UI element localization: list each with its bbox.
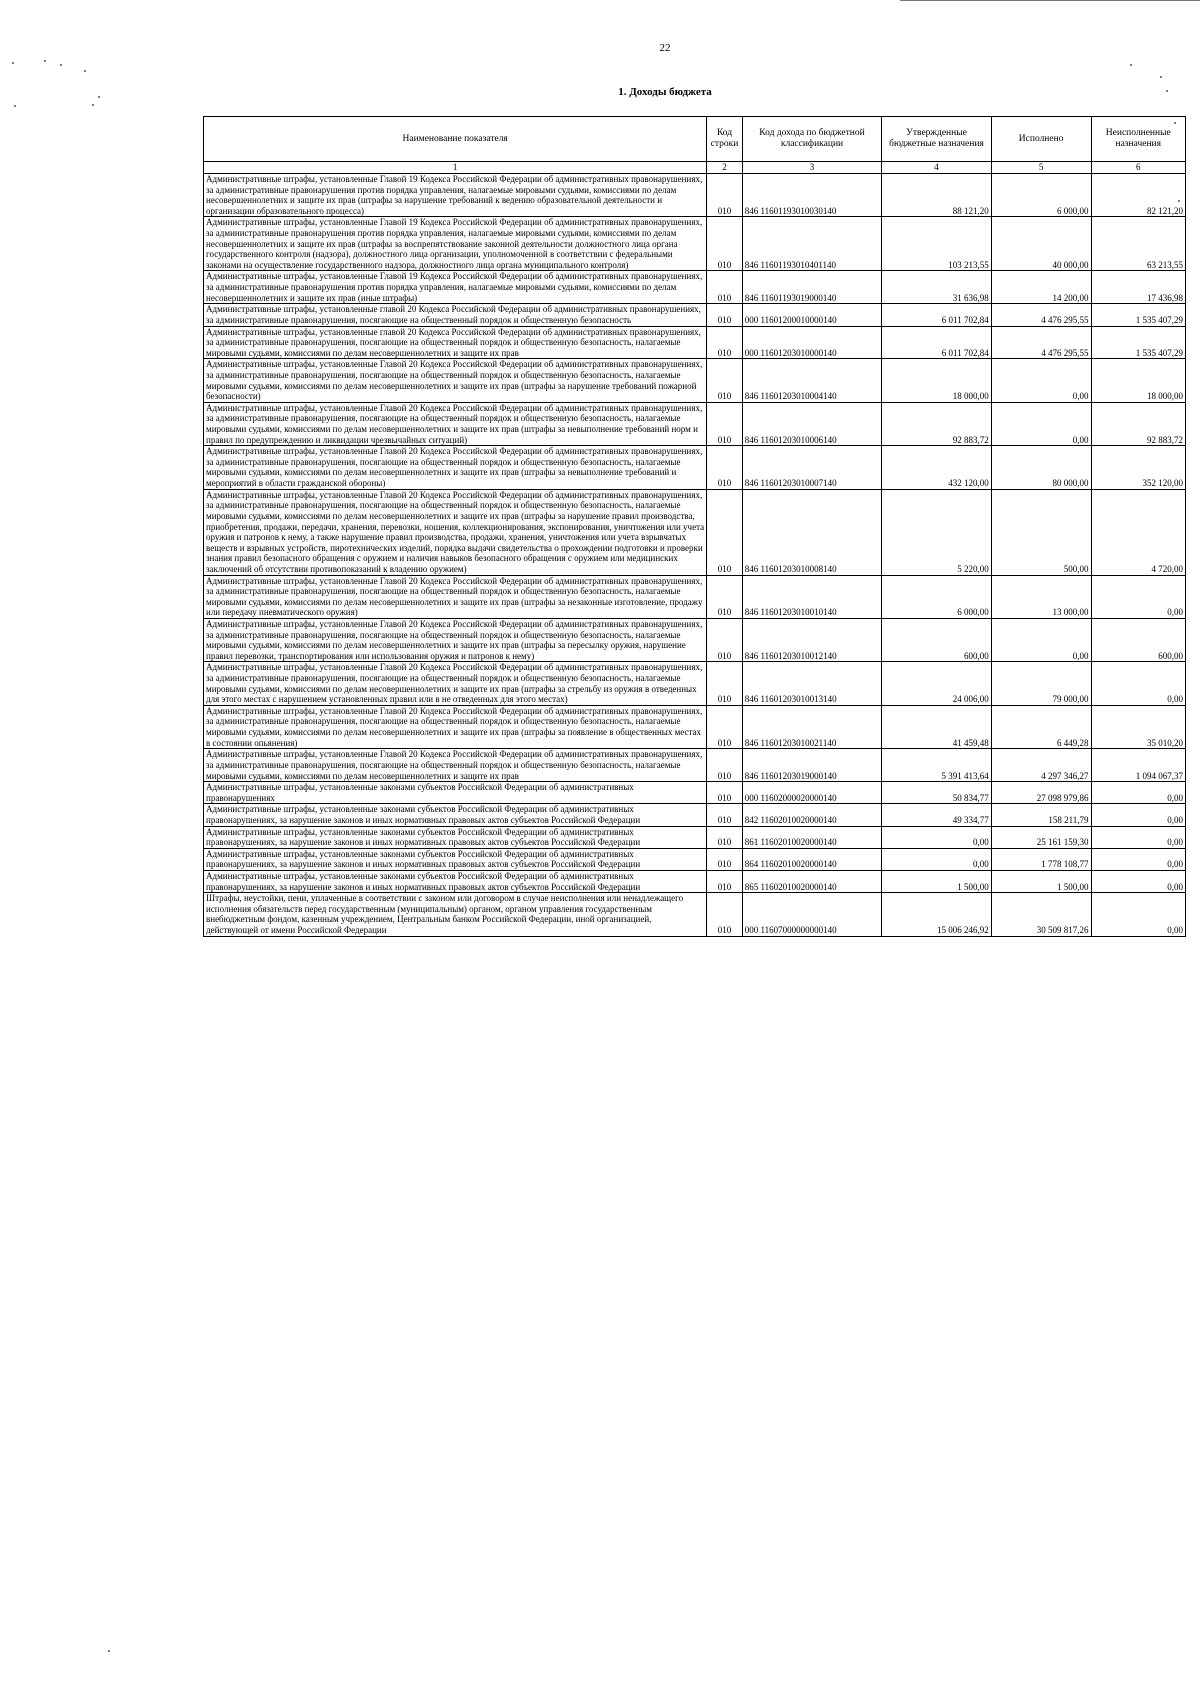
scan-speck <box>1130 64 1132 66</box>
unexecuted-amount: 1 535 407,29 <box>1091 304 1185 326</box>
income-code: 000 11601200010000140 <box>742 304 882 326</box>
line-code: 010 <box>707 749 742 782</box>
approved-amount: 6 011 702,84 <box>882 326 991 359</box>
indicator-name: Административные штрафы, установленные законами субъектов Российской Федерации об административных правонарушениях, за нарушение законов и иных нормативных правовых актов субъектов Российской Федерации <box>204 826 707 848</box>
executed-amount: 158 211,79 <box>991 804 1091 826</box>
table-row <box>204 489 1186 575</box>
income-code: 864 11602010020000140 <box>742 848 882 870</box>
income-code: 846 11601203010010140 <box>742 575 882 618</box>
approved-amount: 6 000,00 <box>882 575 991 618</box>
line-code: 010 <box>707 662 742 705</box>
executed-amount: 40 000,00 <box>991 217 1091 271</box>
income-code: 846 11601203010004140 <box>742 359 882 402</box>
col-header-line-code: Код строки <box>707 117 742 162</box>
executed-amount: 0,00 <box>991 618 1091 661</box>
scan-speck <box>84 70 86 72</box>
line-code: 010 <box>707 826 742 848</box>
unexecuted-amount: 1 094 067,37 <box>1091 749 1185 782</box>
scan-speck <box>44 60 46 62</box>
approved-amount: 0,00 <box>882 826 991 848</box>
section-title: 1. Доходы бюджета <box>618 86 712 98</box>
indicator-name: Административные штрафы, установленные Главой 19 Кодекса Российской Федерации об административных правонарушениях, за административные правонарушения против порядка управления, налагаемые мировыми судьями, комиссиями по делам несовершеннолетних и защите их прав (штрафы за воспрепятствование законной деятельности должностного лица органа государственного контроля (надзора), должностного лица организации, уполномоченной в соответствии с федеральными законами на осуществление государственного надзора, должностного лица органа муниципального контроля) <box>204 217 707 271</box>
line-code: 010 <box>707 326 742 359</box>
approved-amount: 600,00 <box>882 618 991 661</box>
unexecuted-amount: 17 436,98 <box>1091 271 1185 304</box>
line-code: 010 <box>707 782 742 804</box>
income-code: 846 11601203010007140 <box>742 446 882 489</box>
approved-amount: 5 220,00 <box>882 489 991 575</box>
indicator-name: Административные штрафы, установленные законами субъектов Российской Федерации об административных правонарушениях, за нарушение законов и иных нормативных правовых актов субъектов Российской Федерации <box>204 848 707 870</box>
line-code: 010 <box>707 618 742 661</box>
line-code: 010 <box>707 217 742 271</box>
table-row <box>204 271 1186 304</box>
executed-amount: 4 297 346,27 <box>991 749 1091 782</box>
scan-edge-line <box>900 0 1200 1</box>
approved-amount: 92 883,72 <box>882 402 991 445</box>
unexecuted-amount: 0,00 <box>1091 804 1185 826</box>
column-number: 3 <box>742 162 882 174</box>
table-body <box>204 174 1186 937</box>
line-code: 010 <box>707 174 742 217</box>
unexecuted-amount: 0,00 <box>1091 575 1185 618</box>
column-number: 4 <box>882 162 991 174</box>
line-code: 010 <box>707 402 742 445</box>
income-code: 846 11601203019000140 <box>742 749 882 782</box>
indicator-name: Административные штрафы, установленные Главой 20 Кодекса Российской Федерации об административных правонарушениях, за административные правонарушения, посягающие на общественный порядок и общественную безопасность, налагаемые мировыми судьями, комиссиями по делам несовершеннолетних и защите их прав (штрафы за невыполнение требований норм и правил по предупреждению и ликвидации чрезвычайных ситуаций) <box>204 402 707 445</box>
approved-amount: 5 391 413,64 <box>882 749 991 782</box>
column-number: 5 <box>991 162 1091 174</box>
unexecuted-amount: 35 010,20 <box>1091 705 1185 748</box>
col-header-unexecuted: Неисполненные назначения <box>1091 117 1185 162</box>
line-code: 010 <box>707 446 742 489</box>
income-code: 000 11602000020000140 <box>742 782 882 804</box>
approved-amount: 15 006 246,92 <box>882 893 991 936</box>
table-row <box>204 662 1186 705</box>
income-code: 842 11602010020000140 <box>742 804 882 826</box>
scan-speck <box>14 105 16 107</box>
line-code: 010 <box>707 804 742 826</box>
unexecuted-amount: 600,00 <box>1091 618 1185 661</box>
table-row <box>204 446 1186 489</box>
table-row <box>204 871 1186 893</box>
unexecuted-amount: 0,00 <box>1091 826 1185 848</box>
unexecuted-amount: 0,00 <box>1091 782 1185 804</box>
indicator-name: Административные штрафы, установленные законами субъектов Российской Федерации об административных правонарушениях <box>204 782 707 804</box>
unexecuted-amount: 4 720,00 <box>1091 489 1185 575</box>
column-number: 2 <box>707 162 742 174</box>
executed-amount: 27 098 979,86 <box>991 782 1091 804</box>
table-row <box>204 575 1186 618</box>
table-row <box>204 749 1186 782</box>
scan-speck <box>92 104 94 106</box>
line-code: 010 <box>707 271 742 304</box>
page-number: 22 <box>659 42 671 54</box>
indicator-name: Административные штрафы, установленные законами субъектов Российской Федерации об административных правонарушениях, за нарушение законов и иных нормативных правовых актов субъектов Российской Федерации <box>204 871 707 893</box>
indicator-name: Административные штрафы, установленные законами субъектов Российской Федерации об административных правонарушениях, за нарушение законов и иных нормативных правовых актов субъектов Российской Федерации <box>204 804 707 826</box>
indicator-name: Административные штрафы, установленные Главой 20 Кодекса Российской Федерации об административных правонарушениях, за административные правонарушения, посягающие на общественный порядок и общественную безопасность, налагаемые мировыми судьями, комиссиями по делам несовершеннолетних и защите их прав (штрафы за нарушение правил производства, приобретения, продажи, передачи, хранения, перевозки, ношения, коллекционирования, экспонирования, уничтожения или учета оружия и патронов к нему, а также нарушение правил производства, продажи, хранения, уничтожения или учета взрывчатых веществ и взрывных устройств, пиротехнических изделий, порядка выдачи свидетельства о прохождении подготовки и проверки знания правил безопасного обращения с оружием и наличия навыков безопасного обращения с оружием или медицинских заключений об отсутствии противопоказаний к владению оружием) <box>204 489 707 575</box>
scan-speck <box>60 64 62 66</box>
income-code: 000 11601203010000140 <box>742 326 882 359</box>
approved-amount: 0,00 <box>882 848 991 870</box>
unexecuted-amount: 0,00 <box>1091 848 1185 870</box>
unexecuted-amount: 352 120,00 <box>1091 446 1185 489</box>
indicator-name: Административные штрафы, установленные Главой 20 Кодекса Российской Федерации об административных правонарушениях, за административные правонарушения, посягающие на общественный порядок и общественную безопасность, налагаемые мировыми судьями, комиссиями по делам несовершеннолетних и защите их прав (штрафы за нарушение требований пожарной безопасности) <box>204 359 707 402</box>
table-row <box>204 782 1186 804</box>
approved-amount: 50 834,77 <box>882 782 991 804</box>
income-code: 846 11601203010012140 <box>742 618 882 661</box>
income-code: 846 11601203010006140 <box>742 402 882 445</box>
executed-amount: 0,00 <box>991 402 1091 445</box>
approved-amount: 432 120,00 <box>882 446 991 489</box>
income-code: 846 11601203010013140 <box>742 662 882 705</box>
executed-amount: 6 000,00 <box>991 174 1091 217</box>
table-row <box>204 326 1186 359</box>
col-header-name: Наименование показателя <box>204 117 707 162</box>
executed-amount: 4 476 295,55 <box>991 326 1091 359</box>
indicator-name: Административные штрафы, установленные главой 20 Кодекса Российской Федерации об административных правонарушениях, за административные правонарушения, посягающие на общественный порядок и общественную безопасность, налагаемые мировыми судьями, комиссиями по делам несовершеннолетних и защите их прав <box>204 326 707 359</box>
table-row <box>204 848 1186 870</box>
indicator-name: Административные штрафы, установленные главой 20 Кодекса Российской Федерации об административных правонарушениях, за административные правонарушения, посягающие на общественный порядок и общественную безопасность <box>204 304 707 326</box>
indicator-name: Административные штрафы, установленные Главой 20 Кодекса Российской Федерации об административных правонарушениях, за административные правонарушения, посягающие на общественный порядок и общественную безопасность, налагаемые мировыми судьями, комиссиями по делам несовершеннолетних и защите их прав (штрафы за стрельбу из оружия в отведенных для этого местах с нарушением установленных правил или в не отведенных для этого местах) <box>204 662 707 705</box>
approved-amount: 49 334,77 <box>882 804 991 826</box>
line-code: 010 <box>707 489 742 575</box>
approved-amount: 103 213,55 <box>882 217 991 271</box>
unexecuted-amount: 1 535 407,29 <box>1091 326 1185 359</box>
approved-amount: 18 000,00 <box>882 359 991 402</box>
executed-amount: 13 000,00 <box>991 575 1091 618</box>
indicator-name: Административные штрафы, установленные Главой 19 Кодекса Российской Федерации об административных правонарушениях, за административные правонарушения против порядка управления, налагаемые мировыми судьями, комиссиями по делам несовершеннолетних и защите их прав (штрафы за нарушение требований к ведению образовательной деятельности и организации образовательного процесса) <box>204 174 707 217</box>
scan-speck <box>12 62 14 64</box>
income-code: 846 11601203010021140 <box>742 705 882 748</box>
unexecuted-amount: 0,00 <box>1091 662 1185 705</box>
approved-amount: 24 006,00 <box>882 662 991 705</box>
income-code: 861 11602010020000140 <box>742 826 882 848</box>
line-code: 010 <box>707 871 742 893</box>
col-header-income-code: Код дохода по бюджетной классификации <box>742 117 882 162</box>
income-code: 846 11601193019000140 <box>742 271 882 304</box>
line-code: 010 <box>707 575 742 618</box>
income-code: 865 11602010020000140 <box>742 871 882 893</box>
income-code: 000 11607000000000140 <box>742 893 882 936</box>
unexecuted-amount: 18 000,00 <box>1091 359 1185 402</box>
indicator-name: Административные штрафы, установленные Главой 20 Кодекса Российской Федерации об административных правонарушениях, за административные правонарушения, посягающие на общественный порядок и общественную безопасность, налагаемые мировыми судьями, комиссиями по делам несовершеннолетних и защите их прав (штрафы за невыполнение требований и мероприятий в области гражданской обороны) <box>204 446 707 489</box>
line-code: 010 <box>707 359 742 402</box>
indicator-name: Административные штрафы, установленные Главой 20 Кодекса Российской Федерации об административных правонарушениях, за административные правонарушения, посягающие на общественный порядок и общественную безопасность, налагаемые мировыми судьями, комиссиями по делам несовершеннолетних и защите их прав (штрафы за незаконные изготовление, продажу или передачу пневматического оружия) <box>204 575 707 618</box>
table-row <box>204 402 1186 445</box>
approved-amount: 41 459,48 <box>882 705 991 748</box>
approved-amount: 1 500,00 <box>882 871 991 893</box>
table-row <box>204 304 1186 326</box>
line-code: 010 <box>707 705 742 748</box>
indicator-name: Административные штрафы, установленные Главой 20 Кодекса Российской Федерации об административных правонарушениях, за административные правонарушения, посягающие на общественный порядок и общественную безопасность, налагаемые мировыми судьями, комиссиями по делам несовершеннолетних и защите их прав (штрафы за пересылку оружия, нарушение правил перевозки, транспортирования или использования оружия и патронов к нему) <box>204 618 707 661</box>
line-code: 010 <box>707 893 742 936</box>
executed-amount: 500,00 <box>991 489 1091 575</box>
approved-amount: 88 121,20 <box>882 174 991 217</box>
executed-amount: 14 200,00 <box>991 271 1091 304</box>
executed-amount: 0,00 <box>991 359 1091 402</box>
approved-amount: 31 636,98 <box>882 271 991 304</box>
income-code: 846 11601193010030140 <box>742 174 882 217</box>
table-row <box>204 705 1186 748</box>
column-number-row <box>204 162 1186 174</box>
approved-amount: 6 011 702,84 <box>882 304 991 326</box>
executed-amount: 25 161 159,30 <box>991 826 1091 848</box>
unexecuted-amount: 82 121,20 <box>1091 174 1185 217</box>
executed-amount: 4 476 295,55 <box>991 304 1091 326</box>
table-row <box>204 893 1186 936</box>
column-number: 6 <box>1091 162 1185 174</box>
col-header-approved: Утвержденные бюджетные назначения <box>882 117 991 162</box>
table-row <box>204 618 1186 661</box>
executed-amount: 6 449,28 <box>991 705 1091 748</box>
budget-income-table <box>203 116 1186 937</box>
indicator-name: Административные штрафы, установленные Главой 20 Кодекса Российской Федерации об административных правонарушениях, за административные правонарушения, посягающие на общественный порядок и общественную безопасность, налагаемые мировыми судьями, комиссиями по делам несовершеннолетних и защите их прав (штрафы за появление в общественных местах в состоянии опьянения) <box>204 705 707 748</box>
executed-amount: 80 000,00 <box>991 446 1091 489</box>
table-row <box>204 174 1186 217</box>
unexecuted-amount: 0,00 <box>1091 893 1185 936</box>
executed-amount: 1 778 108,77 <box>991 848 1091 870</box>
col-header-executed: Исполнено <box>991 117 1091 162</box>
indicator-name: Административные штрафы, установленные Главой 19 Кодекса Российской Федерации об административных правонарушениях, за административные правонарушения против порядка управления, налагаемые мировыми судьями, комиссиями по делам несовершеннолетних и защите их прав (иные штрафы) <box>204 271 707 304</box>
unexecuted-amount: 92 883,72 <box>1091 402 1185 445</box>
unexecuted-amount: 63 213,55 <box>1091 217 1185 271</box>
indicator-name: Штрафы, неустойки, пени, уплаченные в соответствии с законом или договором в случае неисполнения или ненадлежащего исполнения обязательств перед государственным (муниципальным) органом, органом управления государственным внебюджетным фондом, казенным учреждением, Центральным банком Российской Федерации, иной организацией, действующей от имени Российской Федерации <box>204 893 707 936</box>
column-number: 1 <box>204 162 707 174</box>
income-code: 846 11601193010401140 <box>742 217 882 271</box>
executed-amount: 30 509 817,26 <box>991 893 1091 936</box>
executed-amount: 79 000,00 <box>991 662 1091 705</box>
table-row <box>204 359 1186 402</box>
table-row <box>204 217 1186 271</box>
indicator-name: Административные штрафы, установленные Главой 20 Кодекса Российской Федерации об административных правонарушениях, за административные правонарушения, посягающие на общественный порядок и общественную безопасность, налагаемые мировыми судьями, комиссиями по делам несовершеннолетних и защите их прав <box>204 749 707 782</box>
table-header-row <box>204 117 1186 162</box>
income-code: 846 11601203010008140 <box>742 489 882 575</box>
line-code: 010 <box>707 304 742 326</box>
scan-speck <box>108 1650 110 1652</box>
line-code: 010 <box>707 848 742 870</box>
executed-amount: 1 500,00 <box>991 871 1091 893</box>
unexecuted-amount: 0,00 <box>1091 871 1185 893</box>
scan-speck <box>1160 76 1162 78</box>
table-row <box>204 804 1186 826</box>
table-row <box>204 826 1186 848</box>
